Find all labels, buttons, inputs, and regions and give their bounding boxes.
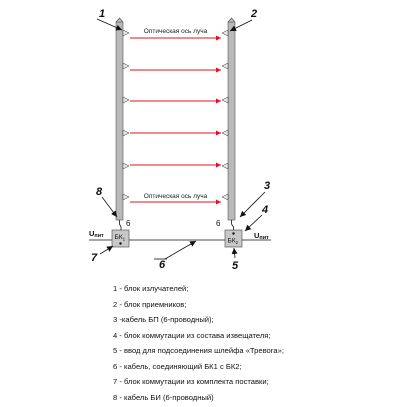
receiver-head <box>222 130 228 136</box>
emitter-head <box>123 163 129 169</box>
beams <box>130 38 221 202</box>
emitter-heads <box>123 30 129 200</box>
bk1-label: $БК_1$ <box>115 234 126 242</box>
supply-label-left: Uпит <box>89 229 104 239</box>
legend-item: 1 - блок излучателей; <box>113 283 284 299</box>
receiver-head <box>222 97 228 103</box>
receiver-head <box>222 30 228 36</box>
receiver-pillar-top <box>228 18 235 22</box>
receiver-head <box>222 194 228 200</box>
leader-4 <box>245 215 262 231</box>
beam-label-bottom: Оптическая ось луча <box>144 193 208 200</box>
cable-emitter <box>120 220 122 230</box>
legend-item: 4 - блок коммутации из состава извещателя; <box>113 330 284 346</box>
callout-1: 1 <box>99 8 105 20</box>
emitter-head <box>123 130 129 136</box>
callout-5: 5 <box>232 260 239 272</box>
legend-item: 8 - кабель БИ (6-проводный) <box>113 392 284 407</box>
callout-2: 2 <box>250 8 257 20</box>
legend-item: 6 - кабель, соединяющий БК1 с БК2; <box>113 361 284 377</box>
emitter-head <box>123 30 129 36</box>
bk2-label: $БК_2$ <box>228 238 239 246</box>
pin-count-left: 6 <box>126 219 131 228</box>
legend-item: 5 - ввод для подсоединения шлейфа «Тревога»; <box>113 345 284 361</box>
receiver-pillar <box>228 22 235 220</box>
emitter-pillar <box>116 22 123 220</box>
leader-7 <box>100 246 113 254</box>
callout-4: 4 <box>261 204 268 216</box>
bk1-gland <box>119 242 121 244</box>
callout-8: 8 <box>96 186 103 198</box>
receiver-head <box>222 163 228 169</box>
legend-item: 7 - блок коммутации из комплекта поставки; <box>113 376 284 392</box>
cable-receiver <box>232 220 234 230</box>
supply-label-right: Uпит <box>254 231 269 241</box>
legend-item: 3 -кабель БП (6-проводный); <box>113 314 284 330</box>
pin-count-right: 6 <box>216 219 221 228</box>
leader-8 <box>102 197 117 217</box>
emitter-pillar-top <box>116 18 123 22</box>
receiver-heads <box>222 30 228 200</box>
leader-6 <box>165 241 196 259</box>
emitter-head <box>123 194 129 200</box>
bk2-gland <box>232 232 234 234</box>
legend-list <box>113 283 284 407</box>
leader-5 <box>234 248 235 258</box>
callout-7: 7 <box>91 252 98 264</box>
callout-3: 3 <box>264 180 270 192</box>
callout-6: 6 <box>159 259 166 271</box>
emitter-head <box>123 97 129 103</box>
legend-item: 2 - блок приемников; <box>113 299 284 315</box>
emitter-head <box>123 63 129 69</box>
beam-label-top: Оптическая ось луча <box>144 28 208 35</box>
receiver-head <box>222 63 228 69</box>
